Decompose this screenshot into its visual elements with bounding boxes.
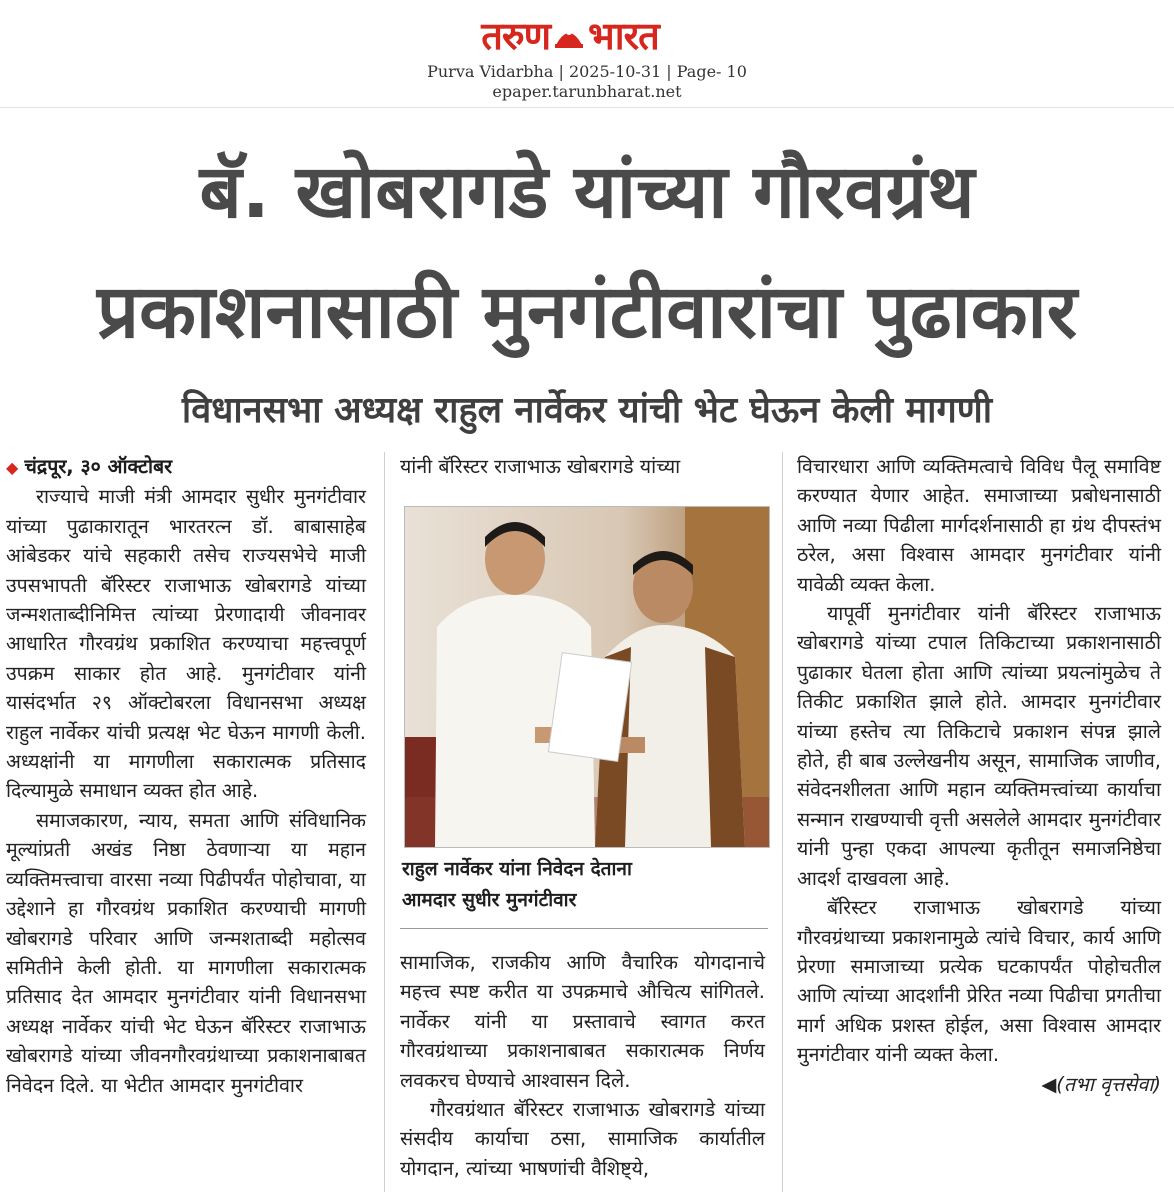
news-agency-credit: ◀(तभा वृत्तसेवा) — [1041, 1072, 1161, 1096]
subheadline: विधानसभा अध्यक्ष राहुल नार्वेकर यांची भेट घेऊन केली मागणी — [181, 390, 993, 431]
dateline: चंद्रपूर, ३० ऑक्टोबर — [24, 455, 173, 478]
column-divider — [782, 452, 783, 1192]
paragraph: यापूर्वी मुनगंटीवार यांनी बॅरिस्टर राजाभाऊ खोबरागडे यांच्या टपाल तिकिटाच्या प्रकाशनासाठी पुढाकार घेतला होता आणि त्यांच्या प्रयत्नांमुळेच ते तिकीट प्रकाशित झाले होते. आमदार मुनगंटीवार यांच्या हस्तेच त्या तिकिटाचे प्रकाशन संपन्न झाले होते, ही बाब उल्लेखनीय असून, सामाजिक जाणीव, संवेदनशीलता आणि महान व्यक्तिमत्त्वांच्या कार्याचा सन्मान राखण्याची वृत्ती असलेले आमदार मुनगंटीवार यांनी पुन्हा एकदा आपल्या कृतीतून समाजनिष्ठेचा आदर्श दाखवला आहे. — [797, 602, 1161, 890]
article-column-1 — [6, 452, 366, 1100]
caption-line-1: राहुल नार्वेकर यांना निवेदन देताना — [402, 858, 632, 880]
caption-line-2: आमदार सुधीर मुनगंटीवार — [402, 889, 577, 911]
article-column-3 — [797, 452, 1161, 1099]
diamond-bullet-icon: ◆ — [6, 458, 19, 477]
article-column-2-bottom — [400, 948, 765, 1183]
masthead-divider — [0, 107, 1174, 108]
paragraph: गौरवग्रंथात बॅरिस्टर राजाभाऊ खोबरागडे यांच्या संसदीय कार्याचा ठसा, सामाजिक कार्यातील योगदान, त्यांच्या भाषणांची वैशिष्ट्ये, — [400, 1098, 765, 1180]
dateline-row — [6, 452, 366, 482]
news-photo[interactable] — [404, 506, 770, 848]
column-divider — [384, 452, 385, 1192]
epaper-url[interactable]: epaper.tarunbharat.net — [492, 82, 682, 101]
lamp-emblem-icon — [552, 19, 586, 53]
photo-caption — [402, 854, 768, 916]
newspaper-logo[interactable] — [440, 12, 700, 60]
logo-text-right: भारत — [588, 14, 659, 58]
logo-text-left: तरुण — [481, 14, 551, 58]
paragraph: बॅरिस्टर राजाभाऊ खोबरागडे यांच्या गौरवग्रंथाच्या प्रकाशनामुळे त्यांचे विचार, कार्य आणि प्रेरणा समाजाच्या प्रत्येक घटकापर्यंत पोहोचतील आणि त्यांच्या आदर्शांनी प्रेरित नव्या पिढीचा प्रगतीचा मार्ग अधिक प्रशस्त होईल, असा विश्वास आमदार मुनगंटीवार यांनी व्यक्त केला. — [797, 896, 1161, 1067]
paragraph: समाजकारण, न्याय, समता आणि संविधानिक मूल्यांप्रती अखंड निष्ठा ठेवणाऱ्या या महान व्यक्तिमत्त्वाचा वारसा नव्या पिढीपर्यंत पोहोचावा, या उद्देशाने हा गौरवग्रंथ प्रकाशित करण्याची मागणी खोबरागडे परिवार आणि जन्मशताब्दी महोत्सव समितीने केली होती. या मागणीला सकारात्मक प्रतिसाद देत आमदार मुनगंटीवार यांनी विधानसभा अध्यक्ष नार्वेकर यांची भेट घेऊन बॅरिस्टर राजाभाऊ खोबरागडे यांच्या जीवनगौरवग्रंथाच्या प्रकाशनाबाबत निवेदन दिले. या भेटीत आमदार मुनगंटीवार — [6, 808, 366, 1097]
headline-line-2: प्रकाशनासाठी मुनगंटीवारांचा पुढाकार — [96, 269, 1077, 355]
paragraph: यांनी बॅरिस्टर राजाभाऊ खोबरागडे यांच्या — [400, 455, 681, 478]
paragraph: राज्याचे माजी मंत्री आमदार सुधीर मुनगंटीवार यांच्या पुढाकारातून भारतरत्न डॉ. बाबासाहेब आंबेडकर यांचे सहकारी तसेच राज्यसभेचे माजी उपसभापती बॅरिस्टर राजाभाऊ खोबरागडे यांच्या जन्मशताब्दीनिमित्त त्यांच्या प्रेरणादायी जीवनावर आधारित गौरवग्रंथ प्रकाशित करण्याचा महत्त्वपूर्ण उपक्रम साकार होत आहे. मुनगंटीवार यांनी यासंदर्भात २९ ऑक्टोबरला विधानसभा अध्यक्ष राहुल नार्वेकर यांची प्रत्यक्ष भेट घेऊन मागणी केली. अध्यक्षांनी या मागणीला सकारात्मक प्रतिसाद दिल्यामुळे समाधान व्यक्त होत आहे. — [6, 485, 366, 803]
paragraph: विचारधारा आणि व्यक्तिमत्वाचे विविध पैलू समाविष्ट करण्यात येणार आहेत. समाजाच्या प्रबोधनासाठी आणि नव्या पिढीला मार्गदर्शनासाठी हा ग्रंथ दीपस्तंभ ठरेल, असा विश्वास आमदार मुनगंटीवार यांनी यावेळी व्यक्त केला. — [797, 455, 1161, 596]
paragraph: सामाजिक, राजकीय आणि वैचारिक योगदानाचे महत्त्व स्पष्ट करीत या उपक्रमाचे औचित्य सांगितले. नार्वेकर यांनी या प्रस्तावाचे स्वागत करत गौरवग्रंथाच्या प्रकाशनाबाबत सकारात्मक निर्णय लवकरच घेण्याचे आश्वासन दिले. — [400, 951, 765, 1092]
edition-meta: Purva Vidarbha | 2025-10-31 | Page- 10 — [427, 62, 747, 81]
caption-divider — [400, 928, 768, 929]
memorandum-paper — [548, 653, 631, 762]
masthead — [0, 0, 1174, 105]
credit-row — [797, 1070, 1161, 1099]
article-column-2-top — [400, 452, 765, 481]
headline-line-1: बॅ. खोबरागडे यांच्या गौरवग्रंथ — [199, 149, 975, 235]
